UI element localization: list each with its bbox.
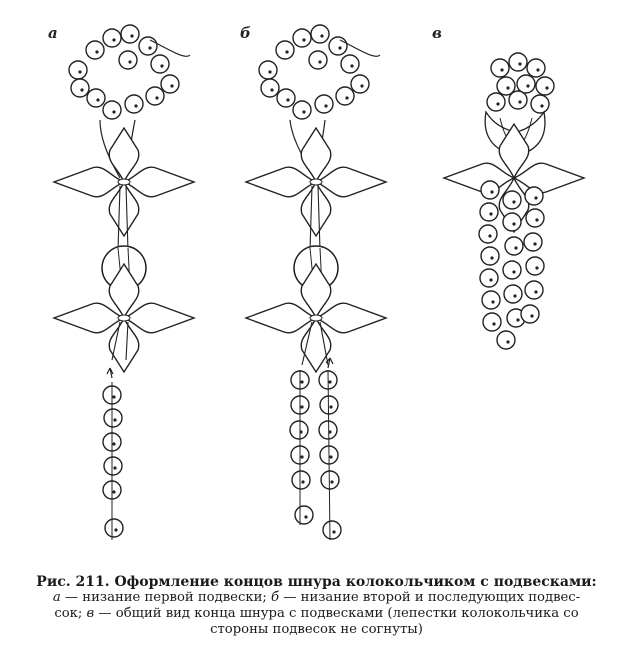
caption-line-4: стороны подвесок не согнуты) [210,622,423,637]
caption-letter-v: в [86,606,95,621]
caption-title: Рис. 211. Оформление концов шнура колокольчиком с подвесками: [36,574,597,590]
caption-text-v: — общий вид конца шнура с подвесками (лепестки колокольчика со [94,606,579,621]
bead-ring [259,25,369,119]
panel-label-a: а [48,24,58,42]
panel-v [444,53,584,349]
caption-text-b: — низание второй и последующих подвес- [279,590,581,605]
panel-a [54,25,194,540]
caption-line-2 [8,590,625,606]
pendant-strand [103,386,123,537]
pendant-cluster [479,181,544,349]
panel-label-b: б [240,24,251,42]
bead-ring [69,25,179,119]
caption-letter-a: а [52,590,61,605]
caption-letter-b: б [271,590,280,605]
panel-b [246,25,386,540]
pendant-strand [290,371,313,524]
caption-line3-prefix: сок; [54,606,87,621]
caption-text-a: — низание первой подвески; [60,590,272,605]
bead-cluster [487,53,554,113]
panel-label-v: в [432,24,442,42]
figure-caption [8,574,625,638]
caption-line-3 [8,606,625,622]
